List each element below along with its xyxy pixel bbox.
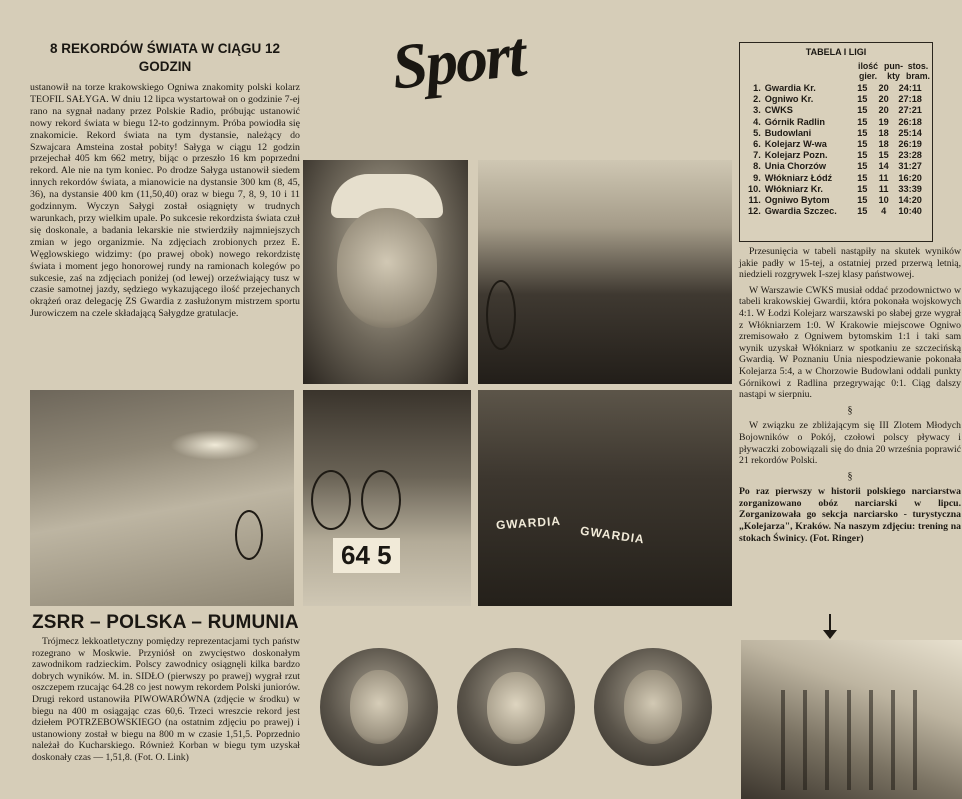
goals-cell: 25:14 [898,127,922,138]
team-cell: Ogniwo Bytom [764,195,830,206]
table-commentary: Przesunięcia w tabeli nastąpiły na skutek wyników jakie padły w 15-tej, a ostatniej przed przerwą letnią, niedzieli rozgrywek I-szej klasy państwowej. [739,246,961,281]
points-cell: 19 [878,116,889,127]
points-cell: 20 [878,94,889,105]
rank-cell: 9. [753,172,761,183]
league-row [746,128,926,139]
league-row [746,117,926,128]
face [337,208,437,328]
rank-cell: 2. [753,94,761,105]
photo-honor-lap [478,160,732,384]
rank-cell: 11. [748,195,761,206]
main-article-body: ustanowił na torze krakowskiego Ogniwa znakomity polski kolarz TEOFIL SAŁYGA. W dniu 12 lipca wystartował on o godzinie 7-ej rano na sygnał nadany przez Polskie Radio, próbując ustanowić nowy rekord świata w biegu 12-to godzinnym. Próba powiodła się znakomicie. Rekord świata na tym dystansie, należący do Szwajcara Amsteina został pobity! Sałyga w ciągu 12 godzin przejechał 405 km 662 metry, bijąc o przeszło 16 km poprzedni rekord. Ale nie na tym koniec. Po drodze Sałyga ustanowił siedem innych rekordów świata, a mianowicie na dystansie 300 km (8, 45, 36), na dystansie 400 km (11,50,40) oraz w biegu 7, 8, 9, 10 i 11 godzinnym. Wyczyn Sałygi został osiągnięty w trudnych warunkach, przy wielkim upale. Po sukcesie rekordzista świata czuł się doskonale, a badania lekarskie nie stwierdziły najmniejszych zmian w jego organizmie. Na zdjęciach zrobionych przez E. Węglowskiego widzimy: (po prawej obok) nowego rekordzistę świata i moment jego honorowej rundy na ramionach kolegów po sukcesie, zaś na zdjęciach poniżej (od lewej) orzeźwiający tusz w czasie samotnej jazdy, sędziego wykazującego ilość przejechanych okrążeń oraz delegację ZS Gwardia z zasłużonym mistrzem sportu Jurowiczem na czele składającą Sałygdze gratulacje. [30,82,300,320]
team-cell: Gwardia Kr. [764,83,816,93]
bicycle-wheel-3 [311,470,351,530]
league-table-title: TABELA I LIGI [805,47,867,57]
rank-cell: 3. [753,105,761,116]
team-cell: CWKS [764,105,793,116]
header-points: pun- kty [884,61,904,81]
team-cell: Włókniarz Łódź [764,172,833,183]
games-cell: 15 [857,206,868,217]
points-cell: 18 [878,127,889,138]
team-cell: Kolejarz W-wa [764,139,827,150]
league-row [746,94,926,105]
jersey-text-1: GWARDIA [495,513,562,533]
rank-cell: 7. [753,150,761,161]
team-cell: Górnik Radlin [764,116,826,127]
jersey-text-2: GWARDIA [579,523,646,547]
arrow-head-icon [823,630,837,639]
rank-cell: 8. [753,161,761,172]
games-cell: 15 [857,94,868,105]
league-row [746,83,926,94]
goals-cell: 24:11 [898,83,922,93]
games-cell: 15 [857,161,868,172]
team-cell: Kolejarz Pozn. [764,150,828,161]
skiers-group [781,690,931,790]
league-row [746,206,926,217]
header-goals: stos. bram. [906,61,930,81]
team-cell: Unia Chorzów [764,161,827,172]
goals-cell: 27:21 [898,105,922,116]
league-table-box [739,42,933,242]
games-cell: 15 [857,127,868,138]
section-separator-2: § [847,470,853,482]
lap-count-board: 64 5 [333,538,400,573]
swimmers-note: W związku ze zbliżającym się III Zlotem Młodych Bojowników o Pokój, czołowi polscy pływacy i pływaczki zobowiązali się do dnia 20 września poprawić 21 rekordów Polski. [739,420,961,467]
water-spray [170,430,260,460]
photo-gwardia-delegation [478,390,732,606]
games-cell: 15 [857,116,868,127]
league-row [746,161,926,172]
points-cell: 4 [881,206,887,217]
team-cell: Gwardia Szczec. [764,206,837,217]
points-cell: 11 [878,172,889,183]
points-cell: 20 [878,105,889,116]
league-row [746,105,926,116]
goals-cell: 14:20 [898,195,922,206]
league-row [746,184,926,195]
bottom-article-body: Trójmecz lekkoatletyczny pomiędzy reprezentacjami tych państw rozegrano w Moskwie. Przyniósł on zwycięstwo doskonałym zawodnikom radzieckim. Polscy zawodnicy osiągnęli kilka bardzo dobrych wyników. M. in. SIDŁO (pierwszy po prawej) wygrał rzut oszczepem rzucając 64.28 co jest nowym rekordem Polski juniorów. Drugi rekord ustanowiła PIWOWARÓWNA (zdjęcie w środku) w biegu na 400 m osiągając czas 60,6. Trzeci wreszcie rekord jest dziełem POTRZEBOWSKIEGO (na ostatnim zdjęciu po prawej) i ustanowiony został w biegu na 800 m w czasie 1,51,5. Poprzednio należał do Kucharskiego. Również Korban w biegu tym uzyskał doskonały czas — 1,51,8. (Fot. O. Link) [32,636,300,763]
ski-camp-note: Po raz pierwszy w historii polskiego narciarstwa zorganizowano obóz narciarski w lipcu. Zorganizowała go sekcja narciarsko - turystyczna „Kolejarza", Kraków. Na naszym zdjęciu: trening na stokach Świnicy. (Fot. Ringer) [739,486,961,544]
portrait-piwowarowna [457,648,575,766]
photo-lap-counter [303,390,471,606]
rank-cell: 1. [753,83,761,93]
games-cell: 15 [857,172,868,183]
team-cell: Włókniarz Kr. [764,183,823,194]
league-row [746,150,926,161]
rank-cell: 10. [748,183,761,194]
header-games: ilość gier. [858,61,879,81]
photo-cyclist-portrait [303,160,468,384]
points-cell: 10 [878,195,889,206]
rank-cell: 4. [753,116,761,127]
bicycle-wheel-4 [361,470,401,530]
section-separator-1: § [847,404,853,416]
sport-logo: Sport [388,18,528,103]
league-table-headers [746,61,930,83]
games-cell: 15 [857,105,868,116]
team-cell: Ogniwo Kr. [764,94,814,105]
points-cell: 20 [878,83,889,93]
games-cell: 15 [857,83,868,93]
points-cell: 15 [878,150,889,161]
rank-cell: 5. [753,127,761,138]
rank-cell: 6. [753,139,761,150]
goals-cell: 27:18 [898,94,922,105]
games-cell: 15 [857,150,868,161]
goals-cell: 31:27 [898,161,922,172]
goals-cell: 33:39 [898,183,922,194]
league-row [746,195,926,206]
games-cell: 15 [857,183,868,194]
portrait-sidlo [320,648,438,766]
goals-cell: 26:19 [898,139,922,150]
bicycle-wheel [486,280,516,350]
rank-cell: 12. [748,206,761,217]
portrait-potrzebowski [594,648,712,766]
points-cell: 11 [878,183,889,194]
bicycle-wheel-2 [235,510,263,560]
league-table [746,83,926,217]
main-article-title: 8 REKORDÓW ŚWIATA W CIĄGU 12 GODZIN [49,41,280,74]
league-row [746,173,926,184]
team-cell: Budowlani [764,127,812,138]
photo-ski-training [741,640,962,799]
right-column [739,246,961,544]
points-cell: 18 [878,139,889,150]
match-results: W Warszawie CWKS musiał oddać przodownictwo w tabeli krakowskiej Gwardii, która pokonała wojskowych 4:1. W Łodzi Kolejarz warszawski po słabej grze wygrał z Włókniarzem 1:0. W Krakowie miejscowe Ogniwo zremisowało z Ogniwem bytomskim 1:1 i taki sam wynik uzyskał Włókniarz w spotkaniu ze szczecińską Gwardią. W Poznaniu Unia niespodziewanie pokonała Kolejarza 5:4, a w Chorzowie Budowlani oddali punkty Górnikowi z Radlina przegrywając 0:1. Ciąg dalszy nastąpi w sierpniu. [739,284,961,401]
goals-cell: 10:40 [898,206,922,217]
goals-cell: 16:20 [898,172,922,183]
goals-cell: 23:28 [898,150,922,161]
games-cell: 15 [857,139,868,150]
bottom-article-title: ZSRR – POLSKA – RUMUNIA [32,612,299,633]
goals-cell: 26:18 [898,116,922,127]
photo-cooling-shower [30,390,294,606]
games-cell: 15 [857,195,868,206]
league-row [746,139,926,150]
points-cell: 14 [878,161,889,172]
